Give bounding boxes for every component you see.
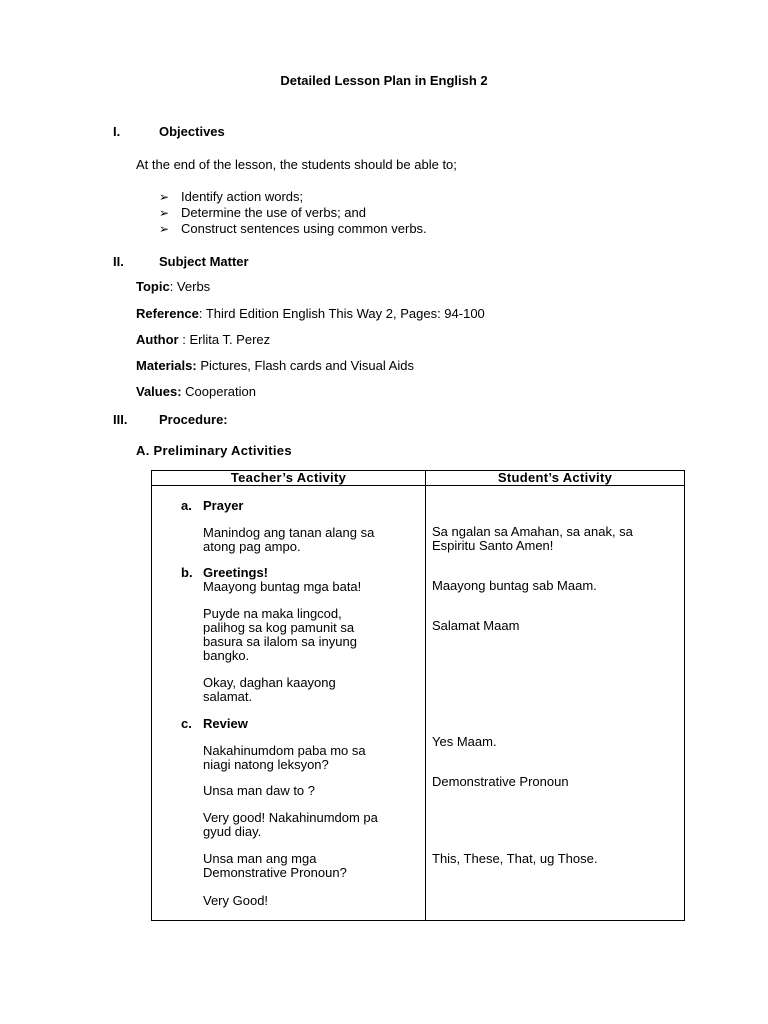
student-line: Maayong buntag sab Maam. xyxy=(432,578,597,593)
document-title: Detailed Lesson Plan in English 2 xyxy=(280,73,488,88)
materials-value: Pictures, Flash cards and Visual Aids xyxy=(196,358,414,373)
section-number-subject-matter: II. xyxy=(113,254,124,269)
teacher-line: palihog sa kog pamunit sa xyxy=(203,620,355,635)
teacher-line: salamat. xyxy=(203,689,253,704)
teacher-line: Maayong buntag mga bata! xyxy=(203,579,362,594)
teacher-line: atong pag ampo. xyxy=(203,539,301,554)
student-line: This, These, That, ug Those. xyxy=(432,851,598,866)
materials-line xyxy=(136,358,414,373)
teacher-line: gyud diay. xyxy=(203,824,262,839)
author-line xyxy=(136,332,270,347)
teacher-line: Very good! Nakahinumdom pa xyxy=(203,810,378,825)
section-title-objectives: Objectives xyxy=(159,124,225,139)
table-row xyxy=(152,486,685,921)
student-activity-cell xyxy=(426,486,685,921)
section-number-objectives: I. xyxy=(113,124,121,139)
student-line: Yes Maam. xyxy=(432,734,497,749)
student-line: Espiritu Santo Amen! xyxy=(432,538,554,553)
reference-value: : Third Edition English This Way 2, Pages: 94-100 xyxy=(198,306,485,321)
section-title-subject-matter: Subject Matter xyxy=(159,254,249,269)
teacher-line: Unsa man ang mga xyxy=(203,851,317,866)
greetings-heading: b. Greetings! xyxy=(181,565,269,580)
activity-table xyxy=(151,470,685,921)
reference-line xyxy=(136,306,485,321)
table-header-row xyxy=(152,471,685,486)
teacher-line: Unsa man daw to ? xyxy=(203,783,316,798)
topic-label: Topic xyxy=(136,279,170,294)
objective-item xyxy=(159,189,303,205)
subsection-preliminary-activities: A. Preliminary Activities xyxy=(136,443,292,458)
teacher-line: bangko. xyxy=(203,648,250,663)
teacher-line: basura sa ilalom sa inyung xyxy=(203,634,357,649)
review-heading: c. Review xyxy=(181,716,248,731)
student-line: Demonstrative Pronoun xyxy=(432,774,569,789)
teacher-line: Puyde na maka lingcod, xyxy=(203,606,342,621)
header-student-activity: Student’s Activity xyxy=(426,471,685,486)
reference-label: Reference xyxy=(136,306,199,321)
teacher-line: Demonstrative Pronoun? xyxy=(203,865,347,880)
objective-text: Construct sentences using common verbs. xyxy=(181,221,427,236)
topic-value: : Verbs xyxy=(169,279,211,294)
author-value: : Erlita T. Perez xyxy=(178,332,271,347)
arrow-bullet-icon: ➢ xyxy=(159,206,170,220)
topic-line xyxy=(136,279,210,294)
author-label: Author xyxy=(136,332,179,347)
arrow-bullet-icon: ➢ xyxy=(159,222,170,236)
values-value: Cooperation xyxy=(181,384,256,399)
teacher-activity-cell xyxy=(152,486,426,921)
objective-text: Identify action words; xyxy=(181,189,304,204)
values-label: Values: xyxy=(136,384,182,399)
arrow-bullet-icon: ➢ xyxy=(159,190,170,204)
student-line: Salamat Maam xyxy=(432,618,520,633)
materials-label: Materials: xyxy=(136,358,197,373)
teacher-line: Nakahinumdom paba mo sa xyxy=(203,743,366,758)
teacher-line: Okay, daghan kaayong xyxy=(203,675,336,690)
section-title-procedure: Procedure: xyxy=(159,412,228,427)
teacher-line: niagi natong leksyon? xyxy=(203,757,329,772)
prayer-heading: a. Prayer xyxy=(181,498,244,513)
teacher-line: Very Good! xyxy=(203,893,269,908)
objective-item xyxy=(159,205,366,221)
values-line xyxy=(136,384,256,399)
student-line: Sa ngalan sa Amahan, sa anak, sa xyxy=(432,524,633,539)
teacher-line: Manindog ang tanan alang sa xyxy=(203,525,375,540)
section-number-procedure: III. xyxy=(113,412,128,427)
header-teacher-activity: Teacher’s Activity xyxy=(152,471,426,486)
objective-item xyxy=(159,221,427,237)
objectives-intro: At the end of the lesson, the students should be able to; xyxy=(136,157,457,172)
objective-text: Determine the use of verbs; and xyxy=(181,205,366,220)
